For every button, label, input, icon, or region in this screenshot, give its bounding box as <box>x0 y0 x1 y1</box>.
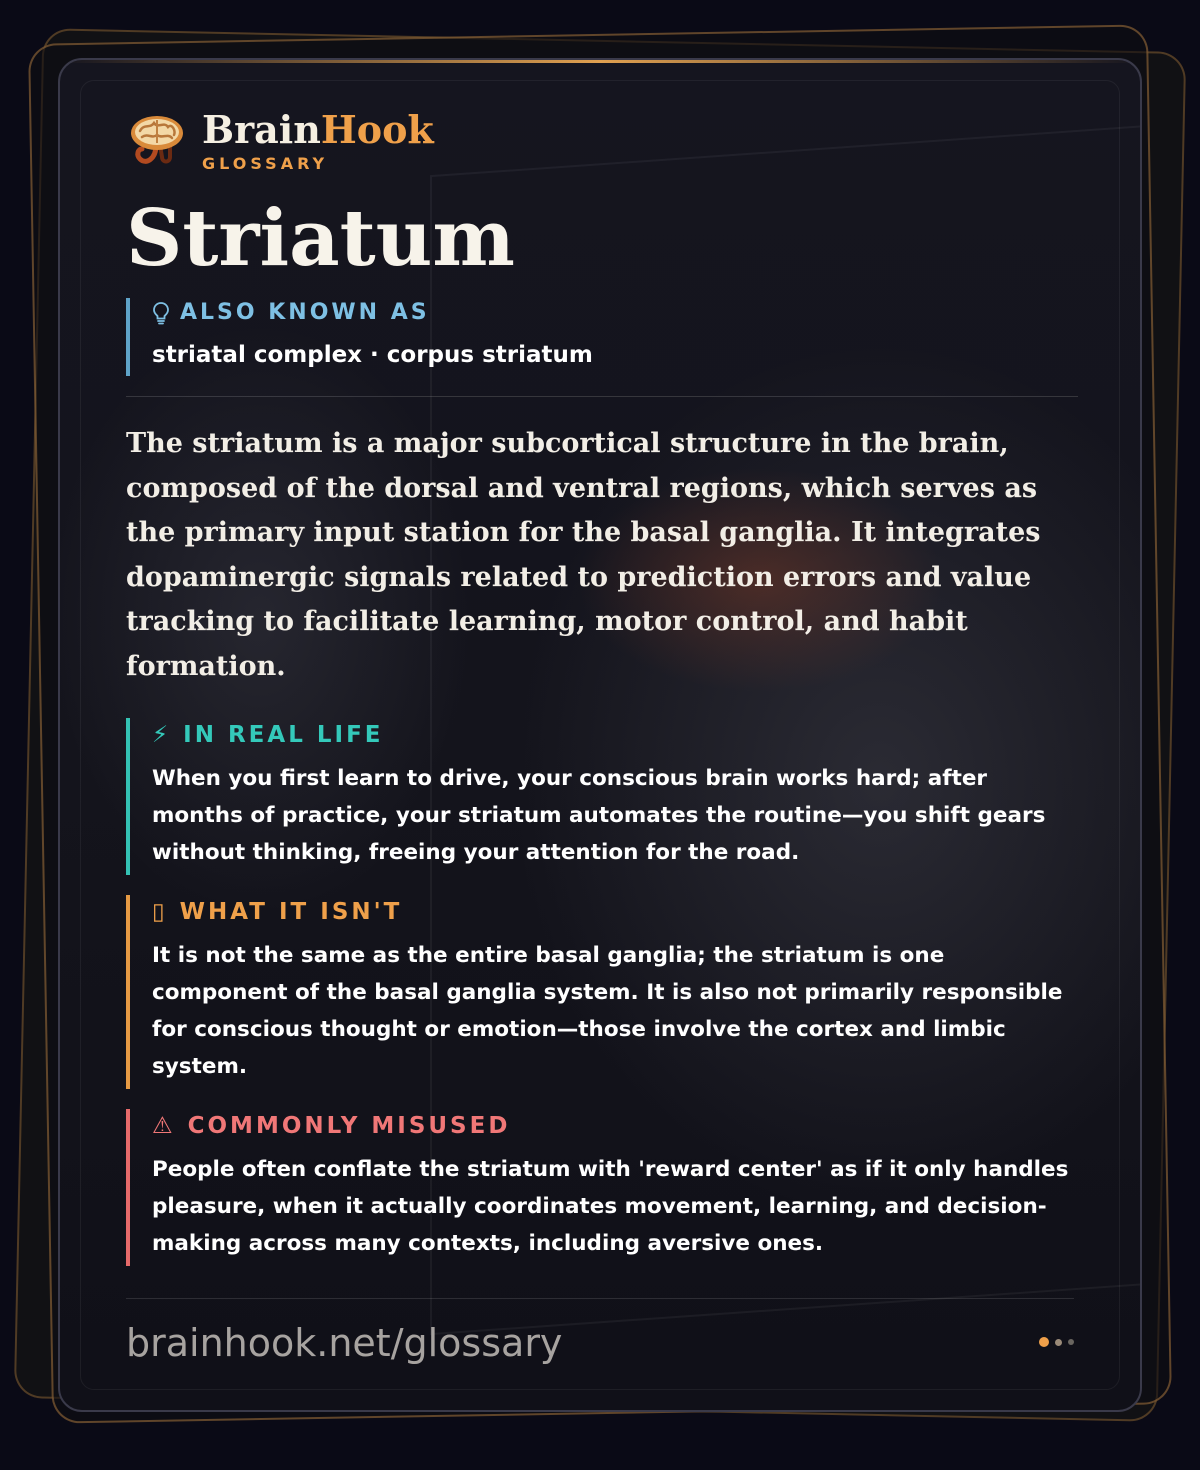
what-it-isnt-label: WHAT IT ISN'T <box>179 898 403 925</box>
definition-text: The striatum is a major subcortical structure in the brain, composed of the dorsal and ventral regions, which serves as the primary input station for the basal ganglia. It integrates dopaminergic signals related to prediction errors and value tracking to facilitate learning, motor control, and habit formation. <box>126 428 1041 682</box>
card-content <box>126 100 1078 1266</box>
in-real-life-body: When you first learn to drive, your conscious brain works hard; after months of practice, your striatum automates the routine—you shift gears without thinking, freeing your attention for the road. <box>152 765 1046 865</box>
in-real-life-section <box>126 718 1078 875</box>
in-real-life-heading <box>152 720 1078 750</box>
section-divider <box>126 396 1078 397</box>
what-it-isnt-body: It is not the same as the entire basal ganglia; the striatum is one component of the basal ganglia system. It is also not primarily responsible for conscious thought or emotion—those involve the cortex and limbic system. <box>152 942 1063 1079</box>
brain-hook-icon <box>126 109 188 171</box>
brand-name-brain: Brain <box>202 106 321 152</box>
brand-name <box>202 108 434 152</box>
pagination-dot-active <box>1039 1337 1049 1347</box>
brand-text <box>202 108 434 173</box>
warning-icon: ⚠ <box>152 1112 176 1139</box>
pagination-dot <box>1055 1339 1062 1346</box>
lightbulb-icon <box>152 301 170 325</box>
commonly-misused-section <box>126 1109 1078 1266</box>
lightning-icon: ⚡ <box>152 721 172 748</box>
brand-name-hook: Hook <box>320 106 434 152</box>
pagination-dots <box>1039 1337 1074 1347</box>
also-known-as-heading <box>152 298 1078 328</box>
commonly-misused-label: COMMONLY MISUSED <box>187 1112 511 1139</box>
commonly-misused-heading <box>152 1111 1078 1141</box>
also-known-as-block <box>126 298 1078 376</box>
also-known-as-label: ALSO KNOWN AS <box>180 300 430 325</box>
term-title: Striatum <box>126 193 515 284</box>
brand-header <box>126 100 1078 180</box>
also-known-as-values: striatal complex · corpus striatum <box>152 342 593 368</box>
what-it-isnt-section <box>126 895 1078 1089</box>
what-it-isnt-heading <box>152 897 1078 927</box>
brand-subtitle: GLOSSARY <box>202 153 329 173</box>
pagination-dot <box>1068 1339 1074 1345</box>
footer-divider <box>126 1298 1074 1299</box>
missing-glyph-icon: ▯ <box>152 898 168 925</box>
footer-url[interactable]: brainhook.net/glossary <box>126 1321 563 1365</box>
glossary-card <box>58 58 1142 1412</box>
commonly-misused-body: People often conflate the striatum with 'reward center' as if it only handles pleasure, when it actually coordinates movement, learning, and decision-making across many contexts, including aversive ones. <box>152 1156 1069 1256</box>
in-real-life-label: IN REAL LIFE <box>183 721 384 748</box>
